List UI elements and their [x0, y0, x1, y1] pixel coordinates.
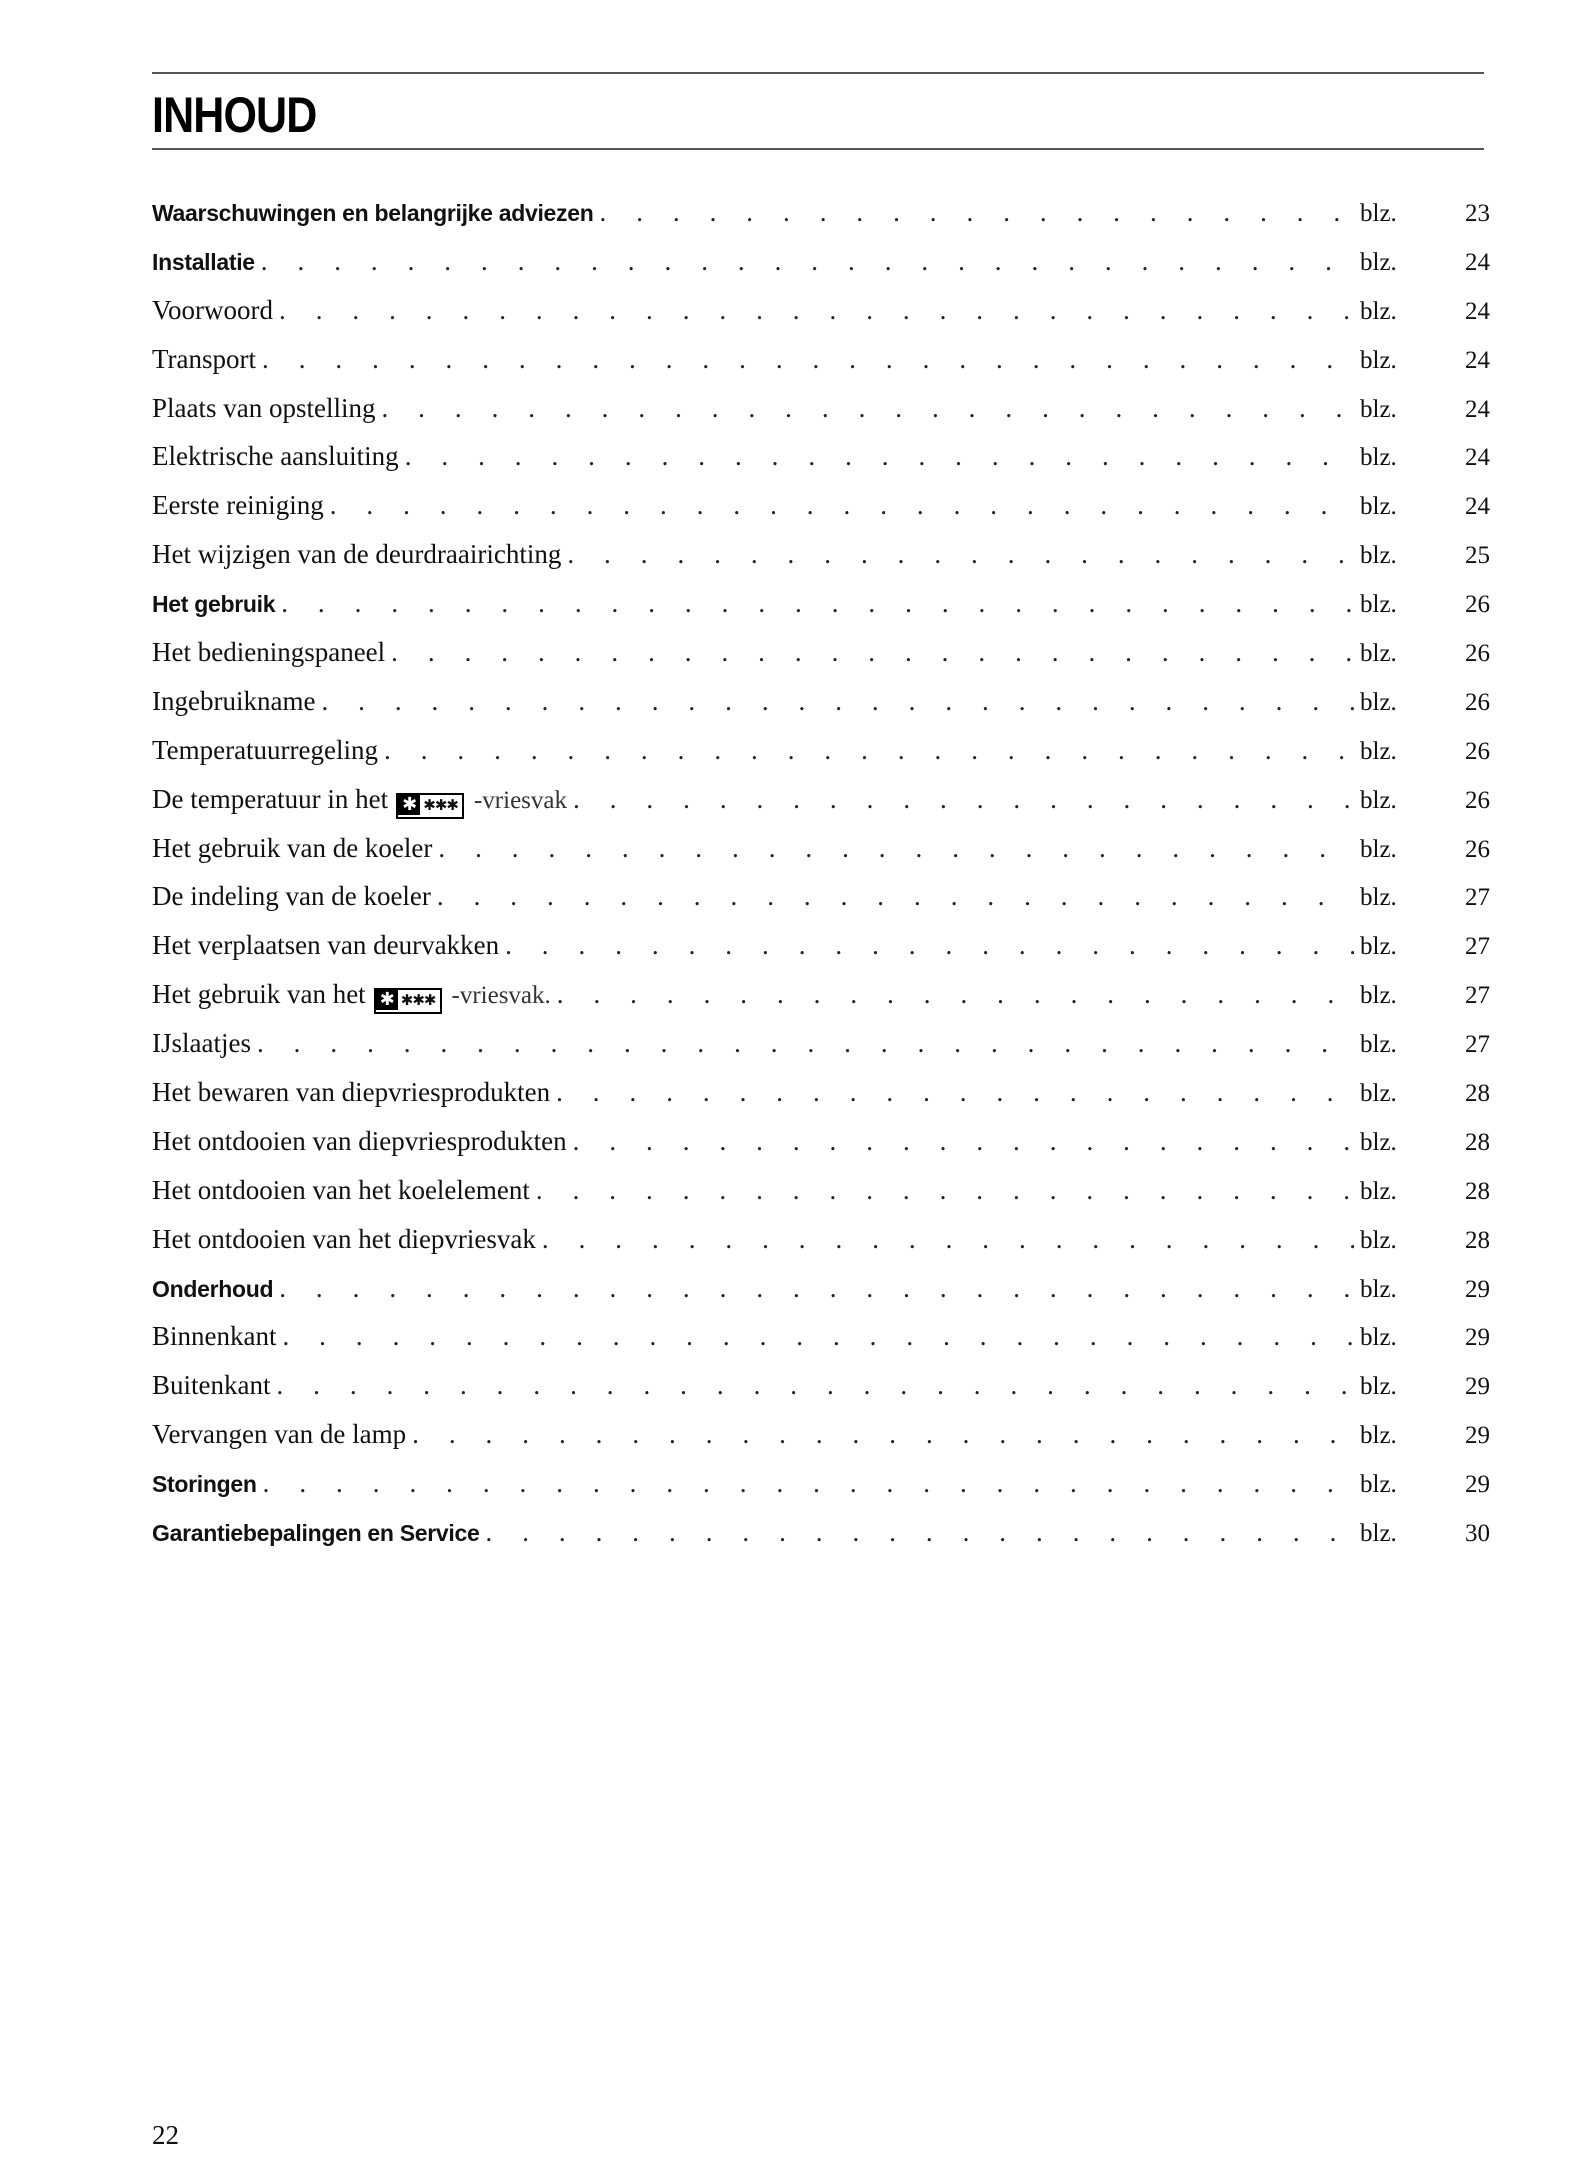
toc-entry: [152, 677, 1490, 726]
toc-entry: [152, 286, 1490, 335]
page-prefix: blz.: [1360, 1128, 1397, 1156]
toc-entry: [152, 628, 1490, 677]
toc-entry-suffix: -vriesvak: [473, 786, 568, 814]
toc-entry-label: [152, 1312, 282, 1361]
toc-entry-title: Het gebruik: [152, 591, 276, 618]
toc-entry-label: [152, 1019, 257, 1068]
page-prefix: blz.: [1360, 200, 1397, 227]
page-number: 22: [152, 2120, 179, 2150]
toc-entry: [152, 872, 1490, 921]
toc-entry-page: 24: [1465, 346, 1490, 374]
dot-leader: [438, 824, 1354, 873]
toc-entry-title: Het gebruik van de koeler: [152, 832, 433, 863]
toc-entry: [152, 384, 1490, 433]
toc-entry-page: 26: [1465, 737, 1490, 765]
freezer-four-star-icon: [396, 793, 464, 819]
page-prefix: blz.: [1360, 1373, 1397, 1401]
dot-leader: [276, 1361, 1354, 1410]
page-prefix: blz.: [1360, 542, 1397, 570]
toc-entry-title: Garantiebepalingen en Service: [152, 1520, 480, 1547]
toc-entry-title: IJslaatjes: [152, 1028, 251, 1059]
toc-entry-title: Transport: [152, 343, 257, 374]
toc-entry-title: Elektrische aansluiting: [152, 441, 399, 472]
freezer-big-star: ✱: [376, 990, 398, 1010]
toc-entry-page: 28: [1465, 1080, 1490, 1108]
page-prefix: blz.: [1360, 688, 1397, 716]
dot-leader: [556, 1068, 1354, 1117]
toc-entry-label: [152, 1166, 536, 1215]
toc-entry: [152, 1019, 1490, 1068]
page-prefix: blz.: [1360, 786, 1397, 814]
toc-entry-suffix: -vriesvak.: [451, 982, 551, 1010]
toc-entry-label: [152, 1361, 276, 1410]
toc-entry: [152, 921, 1490, 970]
toc-entry-page: 27: [1465, 1031, 1490, 1059]
toc-entry-title: Voorwoord: [152, 294, 273, 325]
page-prefix: blz.: [1360, 884, 1397, 912]
page-prefix: blz.: [1360, 1422, 1397, 1450]
dot-leader: [505, 921, 1354, 970]
toc-entry-title: Plaats van opstelling: [152, 392, 376, 423]
freezer-four-star-icon: [374, 988, 442, 1014]
page-prefix: blz.: [1360, 297, 1397, 325]
toc-entry-title: Eerste reiniging: [152, 490, 324, 521]
toc-entry-page: 26: [1465, 835, 1490, 863]
toc-entry-label: [152, 1509, 486, 1558]
toc-entry: [152, 1264, 1490, 1313]
page-prefix: blz.: [1360, 1520, 1397, 1548]
toc-entry-label: [152, 1460, 263, 1509]
dot-leader: [384, 726, 1354, 775]
dot-leader: [437, 872, 1354, 921]
page-prefix: blz.: [1360, 444, 1397, 472]
toc-entry-page: 29: [1465, 1471, 1490, 1499]
toc-entry: [152, 237, 1490, 286]
toc-entry: [152, 824, 1490, 873]
toc-entry-page: 26: [1465, 786, 1490, 814]
toc-entry-label: [152, 775, 573, 826]
toc-entry: [152, 970, 1490, 1019]
toc-entry-label: [152, 1068, 556, 1117]
toc-entry-label: [152, 872, 437, 921]
toc-entry-page: 24: [1465, 493, 1490, 521]
toc-entry-label: [152, 335, 262, 384]
toc-entry-title: Het ontdooien van het koelelement: [152, 1174, 530, 1205]
page-prefix: blz.: [1360, 737, 1397, 765]
toc-entry-label: [152, 189, 600, 238]
page-prefix: blz.: [1360, 835, 1397, 863]
page-prefix: blz.: [1360, 933, 1397, 961]
toc-entry: [152, 1312, 1490, 1361]
toc-entry-page: 29: [1465, 1422, 1490, 1450]
toc-entry-label: [152, 580, 281, 629]
toc-entry-title: Waarschuwingen en belangrijke adviezen: [152, 200, 594, 226]
toc-entry: [152, 530, 1490, 579]
dot-leader: [573, 775, 1354, 824]
freezer-small-stars: ✱✱✱: [400, 991, 436, 1010]
toc-entry-label: [152, 726, 384, 775]
toc-entry-page: 26: [1465, 640, 1490, 668]
toc-entry-title: Vervangen van de lamp: [152, 1419, 407, 1450]
table-of-contents: [152, 188, 1490, 1557]
page-prefix: blz.: [1360, 1177, 1397, 1205]
dot-leader: [279, 286, 1354, 335]
toc-entry-title: Het verplaatsen van deurvakken: [152, 930, 500, 961]
dot-leader: [261, 237, 1354, 286]
toc-entry-page: 28: [1465, 1128, 1490, 1156]
page-prefix: blz.: [1360, 1080, 1397, 1108]
toc-entry-title: De indeling van de koeler: [152, 881, 431, 912]
dot-leader: [600, 188, 1355, 237]
toc-entry-title: Het wijzigen van de deurdraairichting: [152, 539, 562, 570]
page-prefix: blz.: [1360, 1031, 1397, 1059]
toc-entry-page: 24: [1465, 248, 1490, 276]
toc-entry-page: 27: [1465, 933, 1490, 961]
top-rule: [152, 72, 1484, 74]
toc-entry-title: Het bewaren van diepvriesprodukten: [152, 1077, 551, 1108]
page-prefix: blz.: [1360, 1471, 1397, 1499]
toc-entry-label: [152, 824, 438, 873]
dot-leader: [557, 970, 1354, 1019]
toc-entry-label: [152, 677, 321, 726]
toc-entry-title: Het bedieningspaneel: [152, 637, 386, 668]
toc-entry-label: [152, 1265, 279, 1314]
dot-leader: [381, 384, 1354, 433]
dot-leader: [391, 628, 1354, 677]
toc-entry-title: Onderhoud: [152, 1275, 274, 1302]
toc-entry-page: 26: [1465, 688, 1490, 716]
page-prefix: blz.: [1360, 640, 1397, 668]
page-prefix: blz.: [1360, 493, 1397, 521]
toc-entry-page: 29: [1465, 1373, 1490, 1401]
dot-leader: [412, 1410, 1354, 1459]
dot-leader: [279, 1264, 1354, 1313]
toc-entry-page: 28: [1465, 1177, 1490, 1205]
dot-leader: [567, 530, 1354, 579]
toc-entry: [152, 579, 1490, 628]
page-prefix: blz.: [1360, 395, 1397, 423]
toc-entry-label: [152, 1410, 412, 1459]
page-prefix: blz.: [1360, 591, 1397, 619]
page-prefix: blz.: [1360, 248, 1397, 276]
toc-entry: [152, 188, 1490, 237]
toc-entry-page: 24: [1465, 395, 1490, 423]
toc-entry-label: [152, 286, 279, 335]
toc-entry: [152, 1215, 1490, 1264]
toc-entry: [152, 1361, 1490, 1410]
toc-entry-page: 25: [1465, 542, 1490, 570]
freezer-big-star: ✱: [398, 795, 420, 815]
page-title: INHOUD: [152, 87, 317, 143]
toc-entry: [152, 726, 1490, 775]
toc-entry-title: Het ontdooien van het diepvriesvak: [152, 1223, 536, 1254]
page-prefix: blz.: [1360, 982, 1397, 1010]
toc-entry-page: 27: [1465, 884, 1490, 912]
toc-entry-title: Het ontdooien van diepvriesprodukten: [152, 1125, 567, 1156]
page-prefix: blz.: [1360, 346, 1397, 374]
dot-leader: [282, 1312, 1354, 1361]
toc-entry-page: 24: [1465, 297, 1490, 325]
dot-leader: [257, 1019, 1354, 1068]
toc-entry: [152, 1068, 1490, 1117]
toc-entry-label: [152, 530, 567, 579]
toc-entry-title: Temperatuurregeling: [152, 734, 379, 765]
dot-leader: [486, 1508, 1355, 1557]
dot-leader: [573, 1117, 1354, 1166]
dot-leader: [321, 677, 1354, 726]
toc-entry-page: 24: [1465, 444, 1490, 472]
toc-entry: [152, 1459, 1490, 1508]
dot-leader: [536, 1166, 1354, 1215]
toc-entry-title: Buitenkant: [152, 1370, 271, 1401]
dot-leader: [330, 481, 1354, 530]
dot-leader: [281, 579, 1354, 628]
toc-entry: [152, 1508, 1490, 1557]
dot-leader: [405, 432, 1354, 481]
page-prefix: blz.: [1360, 1324, 1397, 1352]
toc-entry: [152, 1166, 1490, 1215]
toc-entry-label: [152, 384, 381, 433]
toc-entry: [152, 335, 1490, 384]
toc-entry-label: [152, 1215, 542, 1264]
freezer-small-stars: ✱✱✱: [423, 795, 458, 814]
toc-entry-page: 27: [1465, 982, 1490, 1010]
toc-entry-title: Ingebruikname: [152, 685, 316, 716]
toc-entry-label: [152, 970, 557, 1021]
page-prefix: blz.: [1360, 1226, 1397, 1254]
toc-entry-page: 29: [1465, 1275, 1490, 1303]
toc-entry-page: 29: [1465, 1324, 1490, 1352]
toc-entry-title: Het gebruik van het: [152, 979, 366, 1010]
toc-entry-label: [152, 628, 391, 677]
toc-entry-label: [152, 432, 405, 481]
title-underline-rule: [152, 148, 1484, 150]
dot-leader: [262, 335, 1354, 384]
toc-entry-title: Binnenkant: [152, 1321, 277, 1352]
toc-entry-page: 30: [1465, 1520, 1490, 1548]
toc-entry-label: [152, 238, 261, 287]
toc-entry-label: [152, 1117, 573, 1166]
toc-entry-title: De temperatuur in het: [152, 783, 389, 814]
toc-entry-title: Installatie: [152, 248, 255, 275]
toc-entry-title: Storingen: [152, 1471, 257, 1498]
dot-leader: [542, 1215, 1354, 1264]
toc-entry-page: 26: [1465, 591, 1490, 619]
toc-entry: [152, 1410, 1490, 1459]
page-prefix: blz.: [1360, 1275, 1397, 1303]
toc-entry-page: 23: [1465, 200, 1490, 227]
toc-entry: [152, 432, 1490, 481]
toc-entry-label: [152, 481, 330, 530]
toc-entry-label: [152, 921, 505, 970]
toc-entry-page: 28: [1465, 1226, 1490, 1254]
toc-entry: [152, 481, 1490, 530]
toc-entry: [152, 1117, 1490, 1166]
dot-leader: [263, 1459, 1354, 1508]
toc-entry: [152, 775, 1490, 824]
